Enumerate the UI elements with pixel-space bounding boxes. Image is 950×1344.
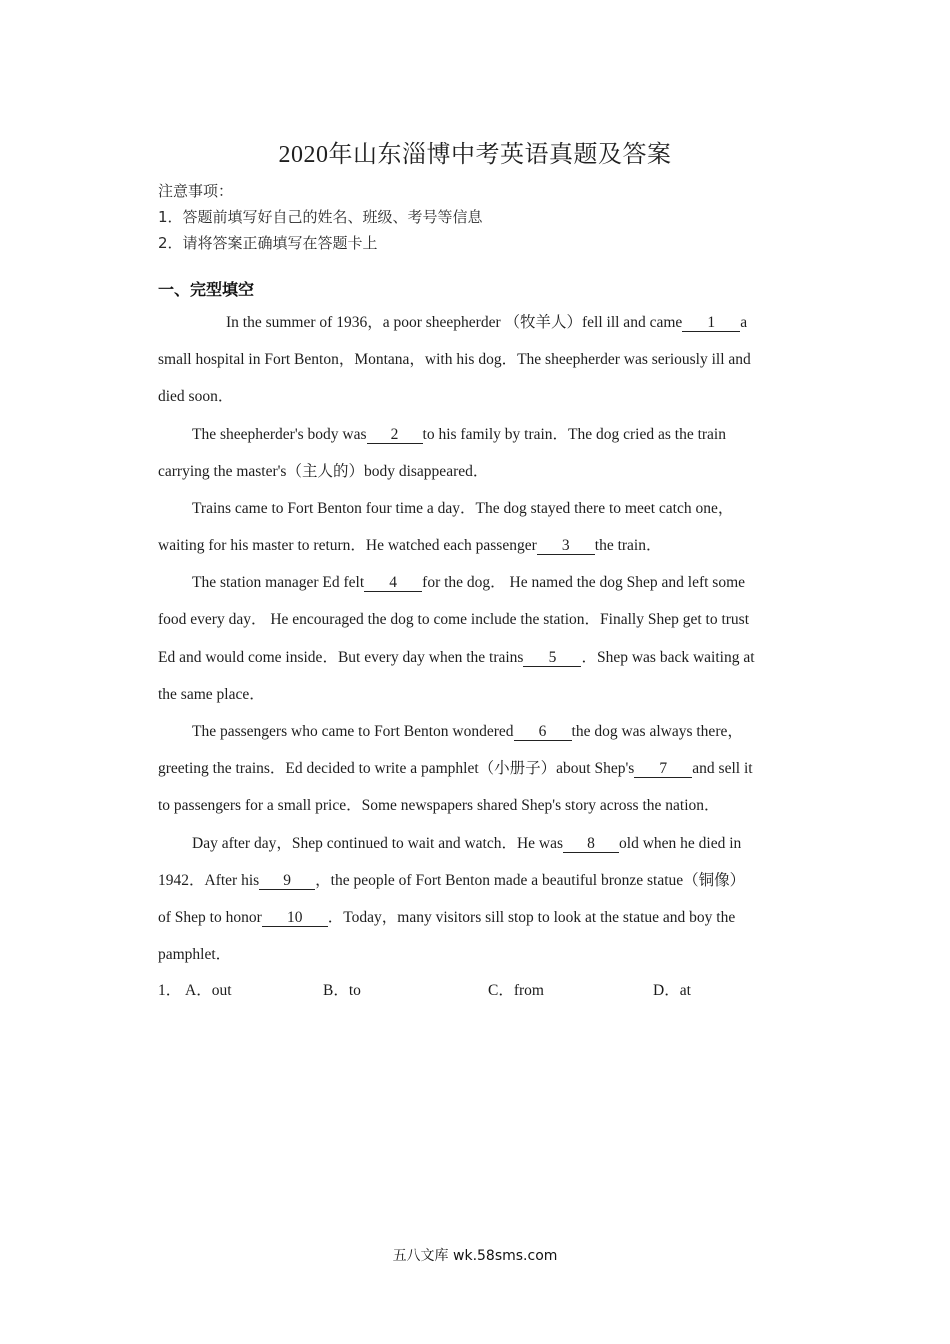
passage-line: Day after day，Shep continued to wait and watch．He was 8 old when he died in — [192, 835, 742, 852]
blank-8: 8 — [563, 836, 619, 853]
passage-line: 1942．After his 9 ，the people of Fort Benton made a beautiful bronze statue（铜像） — [158, 872, 746, 889]
notice-heading: 注意事项： — [158, 182, 234, 200]
passage-line: the same place． — [158, 686, 265, 703]
blank-10: 10 — [262, 910, 328, 927]
notice-item: 1．答题前填写好自己的姓名、班级、考号等信息 — [158, 208, 483, 226]
blank-5: 5 — [523, 650, 581, 667]
passage-line: Trains came to Fort Benton four time a day．The dog stayed there to meet catch one， — [192, 500, 734, 517]
footer-watermark: 五八文库 wk.58sms.com — [392, 1248, 558, 1264]
passage-line: In the summer of 1936，a poor sheepherder （牧羊人）fell ill and came 1 a — [226, 314, 748, 331]
passage-line: greeting the trains．Ed decided to write a pamphlet（小册子）about Shep's 7 and sell it — [158, 760, 753, 777]
blank-3: 3 — [537, 538, 595, 555]
passage-line: Ed and would come inside．But every day when the trains 5 ．Shep was back waiting at — [158, 649, 755, 666]
passage-line: waiting for his master to return．He watched each passenger 3 the train． — [158, 537, 662, 554]
passage-line: The passengers who came to Fort Benton wondered 6 the dog was always there， — [192, 723, 743, 740]
notice-block — [158, 178, 483, 256]
passage-line: The sheepherder's body was 2 to his family by train．The dog cried as the train — [192, 426, 726, 443]
blank-1: 1 — [682, 315, 740, 332]
blank-2: 2 — [367, 427, 423, 444]
option-a: A．out — [185, 982, 232, 999]
blank-4: 4 — [364, 575, 422, 592]
passage-line: carrying the master's（主人的）body disappeared． — [158, 463, 489, 480]
passage-line: The station manager Ed felt 4 for the dog． He named the dog Shep and left some — [192, 574, 746, 591]
notice-item: 2．请将答案正确填写在答题卡上 — [158, 234, 378, 252]
blank-6: 6 — [514, 724, 572, 741]
blank-7: 7 — [634, 761, 692, 778]
passage-line: died soon． — [158, 388, 234, 405]
question-1-options — [158, 978, 718, 1000]
passage-line: food every day． He encouraged the dog to come include the station．Finally Shep get to trust — [158, 611, 750, 628]
question-number: 1． — [158, 982, 182, 999]
section-heading: 一、完型填空 — [158, 280, 255, 299]
passage-line: of Shep to honor 10 ．Today，many visitors sill stop to look at the statue and boy the — [158, 909, 736, 926]
page-title: 2020年山东淄博中考英语真题及答案 — [278, 142, 672, 168]
passage-line: small hospital in Fort Benton，Montana，with his dog．The sheepherder was seriously ill and — [158, 351, 751, 368]
option-d: D．at — [653, 982, 691, 999]
blank-9: 9 — [259, 873, 315, 890]
option-c: C．from — [488, 982, 544, 999]
passage-line: to passengers for a small price．Some newspapers shared Shep's story across the nation． — [158, 797, 720, 814]
option-b: B．to — [323, 982, 361, 999]
passage-line: pamphlet． — [158, 946, 232, 963]
